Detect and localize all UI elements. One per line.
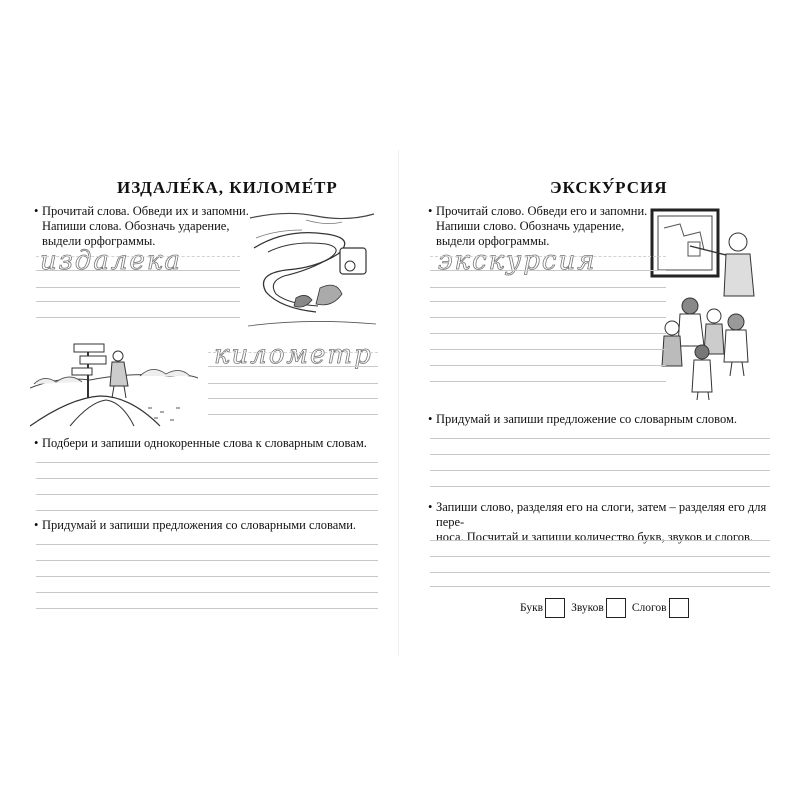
count-boxes-row <box>520 598 695 618</box>
traced-word-kilometr: километр <box>214 340 373 370</box>
bullet: • <box>34 436 39 450</box>
guide-line <box>430 256 666 257</box>
write-line <box>36 592 378 593</box>
write-line <box>208 398 378 399</box>
write-line <box>430 486 770 487</box>
write-line <box>430 540 770 541</box>
right-page-title: ЭКСКУ́РСИЯ <box>550 178 668 197</box>
write-line <box>36 494 378 495</box>
write-line <box>36 462 378 463</box>
write-line <box>430 454 770 455</box>
bullet: • <box>428 204 433 218</box>
right-task-syllables <box>428 500 774 545</box>
write-line <box>430 556 770 557</box>
write-line <box>430 381 666 382</box>
page-gutter <box>398 150 399 656</box>
write-line <box>36 478 378 479</box>
write-line <box>36 510 378 511</box>
sounds-label: Звуков <box>571 602 604 614</box>
right-task-read-word <box>428 204 658 249</box>
task-text: Запиши слово, разделяя его на слоги, затем – разделяя его для пере- носа. Посчитай и запиши количество букв, звуков и слогов. <box>436 500 767 544</box>
left-task-read-words <box>34 204 254 249</box>
write-line <box>430 270 666 271</box>
syllables-count-box[interactable] <box>669 598 689 618</box>
road-illustration <box>246 208 378 330</box>
write-line <box>430 470 770 471</box>
write-line <box>36 301 240 302</box>
write-line <box>36 287 240 288</box>
write-line <box>36 544 378 545</box>
write-line <box>430 317 666 318</box>
letters-count-box[interactable] <box>545 598 565 618</box>
task-text: Прочитай слова. Обведи их и запомни. Напиши слова. Обозначь ударение, выдели орфограммы. <box>42 204 249 248</box>
excursion-illustration <box>650 206 762 402</box>
write-line <box>430 349 666 350</box>
write-line <box>430 572 770 573</box>
task-text: Подбери и запиши однокоренные слова к словарным словам. <box>42 436 367 450</box>
left-page-title: ИЗДАЛЕ́КА, КИЛОМЕ́ТР <box>117 178 338 197</box>
write-line <box>430 287 666 288</box>
write-line <box>208 414 378 415</box>
write-line <box>208 366 378 367</box>
write-line <box>36 576 378 577</box>
sounds-count-box[interactable] <box>606 598 626 618</box>
left-task-cognates <box>34 436 378 451</box>
traced-word-izdaleka: издалека <box>40 246 182 276</box>
write-line <box>430 438 770 439</box>
guide-line <box>36 256 240 257</box>
bullet: • <box>34 518 39 532</box>
write-line <box>430 301 666 302</box>
write-line <box>430 586 770 587</box>
task-text: Придумай и запиши предложение со словарным словом. <box>436 412 738 426</box>
write-line <box>36 560 378 561</box>
write-line <box>208 383 378 384</box>
write-line <box>36 608 378 609</box>
write-line <box>430 365 666 366</box>
write-line <box>36 317 240 318</box>
bullet: • <box>34 204 39 218</box>
letters-label: Букв <box>520 602 544 614</box>
guide-line <box>208 352 378 353</box>
bullet: • <box>428 500 433 514</box>
write-line <box>430 333 666 334</box>
task-text: Придумай и запиши предложения со словарными словами. <box>42 518 357 532</box>
syllables-label: Слогов <box>631 602 667 614</box>
signpost-illustration <box>30 336 198 428</box>
write-line <box>36 270 240 271</box>
task-text: Прочитай слово. Обведи его и запомни. Напиши слово. Обозначь ударение, выдели орфограммы. <box>436 204 648 248</box>
traced-word-ekskursiya: экскурсия <box>438 246 597 276</box>
bullet: • <box>428 412 433 426</box>
right-task-sentence <box>428 412 768 427</box>
left-task-sentences <box>34 518 378 533</box>
